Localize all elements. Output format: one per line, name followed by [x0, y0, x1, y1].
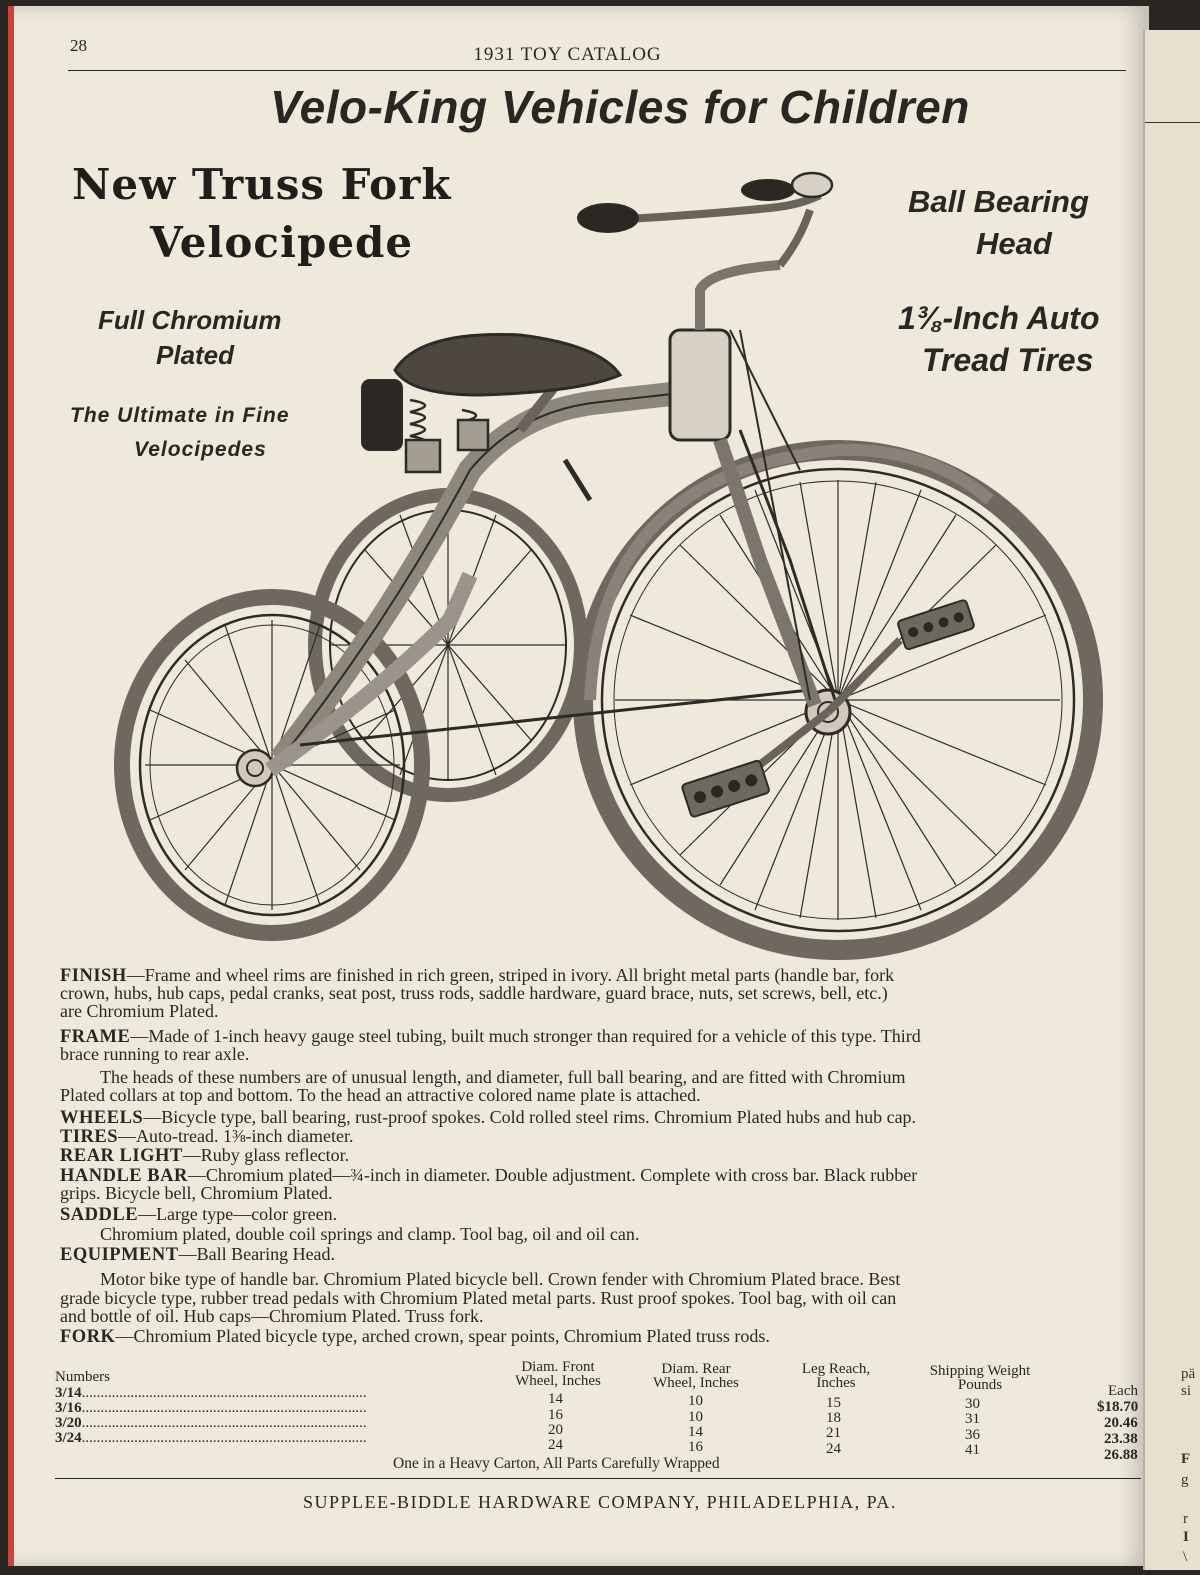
edge-fragment: g: [1181, 1472, 1189, 1488]
cell-front: 24: [548, 1437, 563, 1453]
spec-line: HANDLE BAR—Chromium plated—¾-inch in diameter. Double adjustment. Complete with cross bar. Black rubber: [60, 1165, 918, 1186]
pedal-upper: [897, 599, 975, 650]
edge-fragment: I: [1183, 1529, 1189, 1545]
cell-rear: 10: [688, 1409, 703, 1425]
spec-line: TIRES—Auto-tread. 1⅜-inch diameter.: [60, 1126, 354, 1147]
cell-each: 26.88: [1104, 1447, 1138, 1463]
callout-chromium-line2: Plated: [156, 340, 235, 370]
edge-fragment: r: [1183, 1511, 1188, 1527]
cell-each: 20.46: [1104, 1415, 1138, 1431]
edge-fragment: pä: [1181, 1366, 1196, 1382]
spec-line: grade bicycle type, rubber tread pedals with Chromium Plated metal parts. Rust proof spokes. Tool bag, with oil can: [60, 1288, 897, 1308]
spec-line: FRAME—Made of 1-inch heavy gauge steel tubing, built much stronger than required for a vehicle of this type. Third: [60, 1026, 921, 1047]
spec-line: grips. Bicycle bell, Chromium Plated.: [60, 1183, 333, 1203]
col-header-leg: Leg Reach, Inches: [801, 1361, 871, 1391]
product-heading-line1: New Truss Fork: [72, 160, 452, 209]
page-number: 28: [70, 36, 87, 55]
cell-each: 23.38: [1104, 1431, 1138, 1447]
cell-front: 14: [548, 1391, 563, 1407]
spec-line: Motor bike type of handle bar. Chromium Plated bicycle bell. Crown fender with Chromium Plated brace. Best: [100, 1269, 901, 1289]
edge-fragment: si: [1181, 1383, 1192, 1399]
callout-tires-line1: 1⅜-Inch Auto: [898, 300, 1100, 336]
spec-line: brace running to rear axle.: [60, 1044, 250, 1064]
spec-line: Plated collars at top and bottom. To the head an attractive colored name plate is attached.: [60, 1085, 701, 1105]
spec-line: FORK—Chromium Plated bicycle type, arched crown, spear points, Chromium Plated truss rods.: [60, 1326, 770, 1347]
spec-line: crown, hubs, hub caps, pedal cranks, seat post, truss rods, saddle hardware, guard brace, nuts, set screws, bell, etc.): [60, 983, 888, 1003]
handlebar: [610, 195, 820, 265]
saddle: [395, 334, 620, 395]
running-head: 1931 TOY CATALOG: [473, 44, 662, 65]
table-row: 3/16............................................................................: [55, 1400, 367, 1416]
head-tube: [670, 330, 730, 440]
footer-rule: [55, 1478, 1141, 1479]
spec-line: WHEELS—Bicycle type, ball bearing, rust-proof spokes. Cold rolled steel rims. Chromium Plated hubs and hub cap.: [60, 1107, 917, 1128]
col-header-each: Each: [1108, 1383, 1138, 1399]
spec-line: EQUIPMENT—Ball Bearing Head.: [60, 1244, 336, 1265]
cell-front: 20: [548, 1422, 563, 1438]
cell-ship: 30: [965, 1396, 980, 1412]
cell-ship: 31: [965, 1411, 980, 1427]
tool-bag: [362, 380, 402, 450]
pedal-lower: [681, 760, 769, 818]
table-row: 3/14............................................................................: [55, 1385, 367, 1401]
edge-fragment: \: [1183, 1549, 1188, 1565]
handlebar-stem: [700, 265, 780, 330]
cell-leg: 15: [826, 1395, 841, 1411]
bell: [792, 173, 832, 197]
spec-line: FINISH—Frame and wheel rims are finished in rich green, striped in ivory. All bright metal parts (handle bar, fork: [60, 965, 895, 986]
cell-rear: 16: [688, 1439, 703, 1455]
page-title: Velo-King Vehicles for Children: [270, 81, 970, 133]
edge-fragment: F: [1181, 1451, 1191, 1467]
spec-line: and bottle of oil. Hub caps—Chromium Plated. Truss fork.: [60, 1306, 484, 1326]
spec-line: The heads of these numbers are of unusual length, and diameter, full ball bearing, and are fitted with Chromium: [100, 1067, 906, 1087]
cell-rear: 14: [688, 1424, 703, 1440]
cell-leg: 21: [826, 1425, 841, 1441]
spec-line: REAR LIGHT—Ruby glass reflector.: [60, 1145, 350, 1166]
table-row: 3/20............................................................................: [55, 1415, 367, 1431]
product-heading-line2: Velocipede: [150, 218, 414, 267]
col-header-numbers: Numbers: [55, 1369, 110, 1385]
left-grip: [578, 204, 638, 232]
tagline-line1: The Ultimate in Fine: [70, 404, 290, 427]
right-grip: [742, 180, 794, 200]
cell-front: 16: [548, 1407, 563, 1423]
col-header-front: Diam. Front Wheel, Inches: [515, 1359, 601, 1389]
col-header-ship: Shipping Weight Pounds: [929, 1363, 1031, 1393]
callout-tires-line2: Tread Tires: [922, 342, 1094, 378]
cell-ship: 36: [965, 1427, 980, 1443]
cell-rear: 10: [688, 1393, 703, 1409]
spec-line: are Chromium Plated.: [60, 1001, 219, 1021]
packing-note: One in a Heavy Carton, All Parts Carefully Wrapped: [393, 1455, 720, 1472]
col-header-rear: Diam. Rear Wheel, Inches: [653, 1361, 739, 1391]
table-row: 3/24............................................................................: [55, 1430, 367, 1446]
tagline-line2: Velocipedes: [134, 438, 267, 461]
cell-leg: 18: [826, 1410, 841, 1426]
cell-each: $18.70: [1097, 1399, 1139, 1415]
cell-leg: 24: [826, 1441, 841, 1457]
footer-publisher: SUPPLEE-BIDDLE HARDWARE COMPANY, PHILADELPHIA, PA.: [303, 1492, 897, 1512]
callout-chromium-line1: Full Chromium: [98, 305, 282, 335]
spec-line: Chromium plated, double coil springs and clamp. Tool bag, oil and oil can.: [100, 1224, 640, 1244]
callout-ball-bearing-line2: Head: [976, 226, 1052, 261]
cell-ship: 41: [965, 1442, 980, 1458]
callout-ball-bearing-line1: Ball Bearing: [908, 184, 1089, 219]
spec-line: SADDLE—Large type—color green.: [60, 1204, 338, 1225]
